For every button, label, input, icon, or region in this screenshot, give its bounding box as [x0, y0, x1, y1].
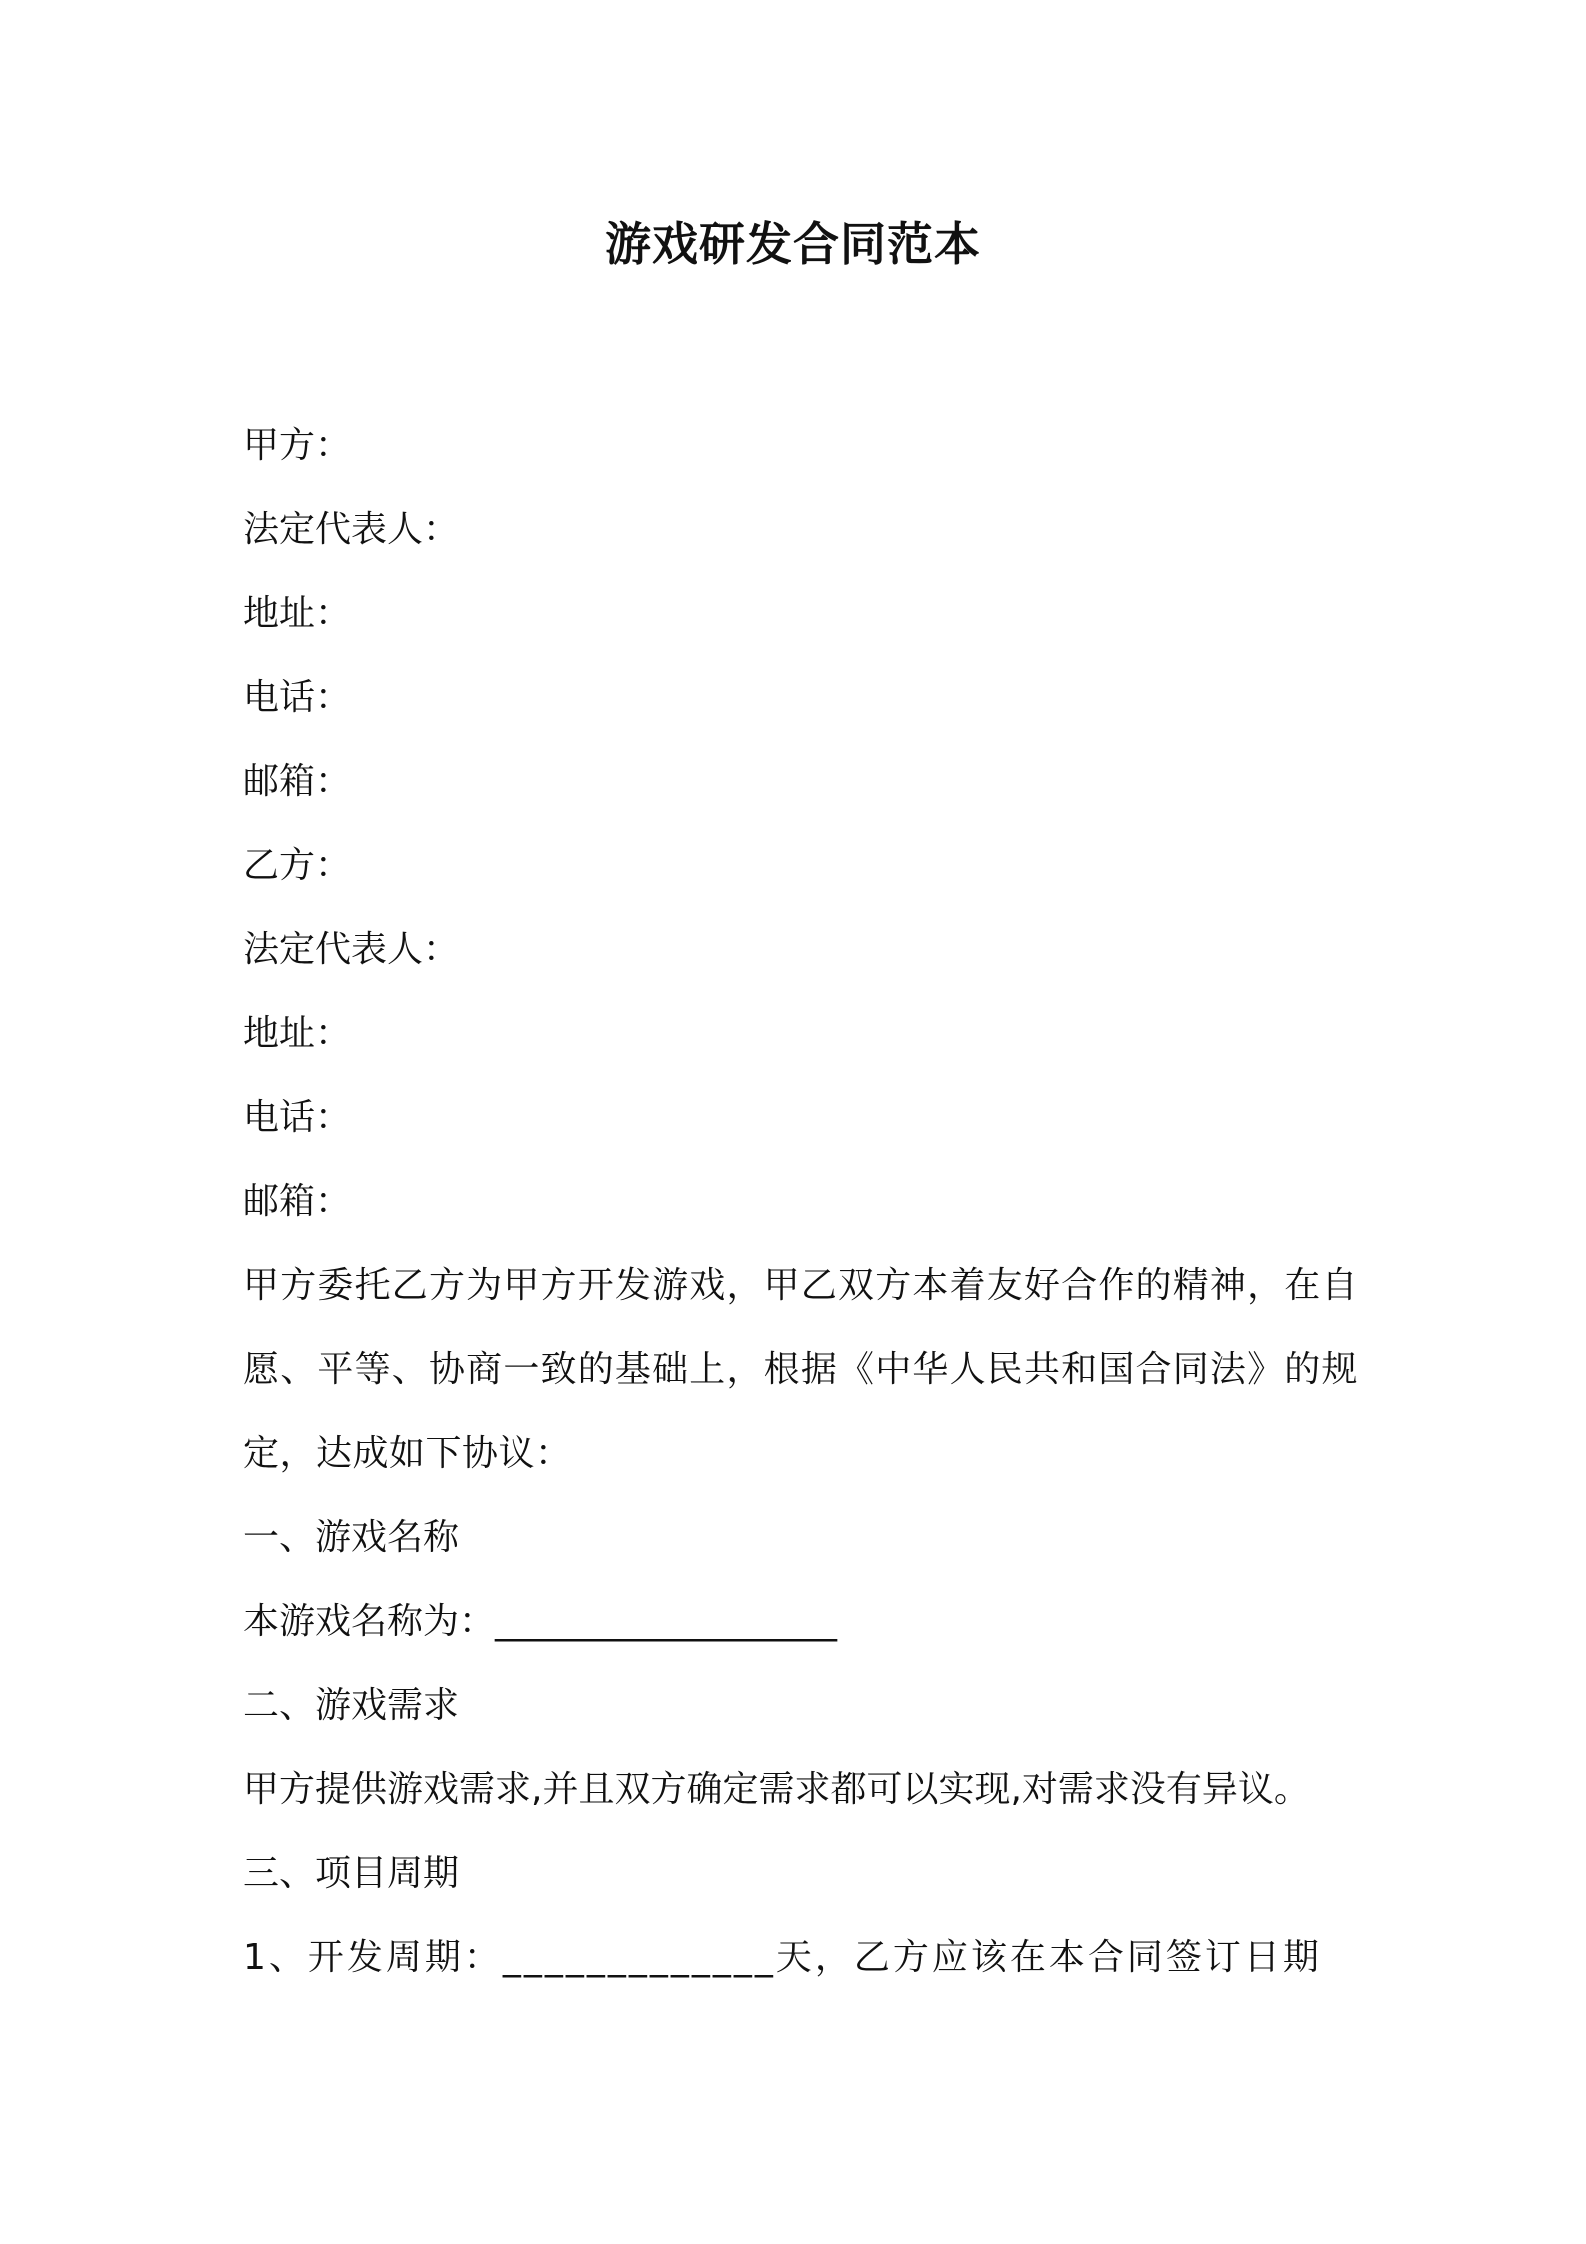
- document-title: 游戏研发合同范本: [605, 217, 981, 271]
- party-b-phone: 电话：: [243, 1097, 352, 1138]
- section2-heading: 二、游戏需求: [243, 1685, 460, 1726]
- section3-heading: 三、项目周期: [243, 1853, 460, 1894]
- party-b-label: 乙方：: [243, 845, 352, 886]
- section1-heading: 一、游戏名称: [243, 1517, 460, 1558]
- party-b-representative: 法定代表人：: [243, 929, 460, 970]
- party-b-email: 邮箱：: [243, 1181, 352, 1222]
- preamble-paragraph: 甲方委托乙方为甲方开发游戏，甲乙双方本着友好合作的精神，在自愿、平等、协商一致的基础上，根据《中华人民共和国合同法》的规定，达成如下协议：: [243, 1265, 1358, 1474]
- party-a-email: 邮箱：: [243, 761, 352, 802]
- section1-text: 本游戏名称为：___________________: [243, 1601, 838, 1642]
- party-a-label: 甲方：: [243, 425, 352, 466]
- section2-text: 甲方提供游戏需求,并且双方确定需求都可以实现,对需求没有异议。: [243, 1769, 1310, 1810]
- document-body: [243, 404, 1358, 2000]
- party-a-representative: 法定代表人：: [243, 509, 460, 550]
- party-a-phone: 电话：: [243, 677, 352, 718]
- party-b-address: 地址：: [243, 1013, 352, 1054]
- party-a-address: 地址：: [243, 593, 352, 634]
- section3-item1: 1、开发周期：_____________天，乙方应该在本合同签订日期: [243, 1937, 1322, 1978]
